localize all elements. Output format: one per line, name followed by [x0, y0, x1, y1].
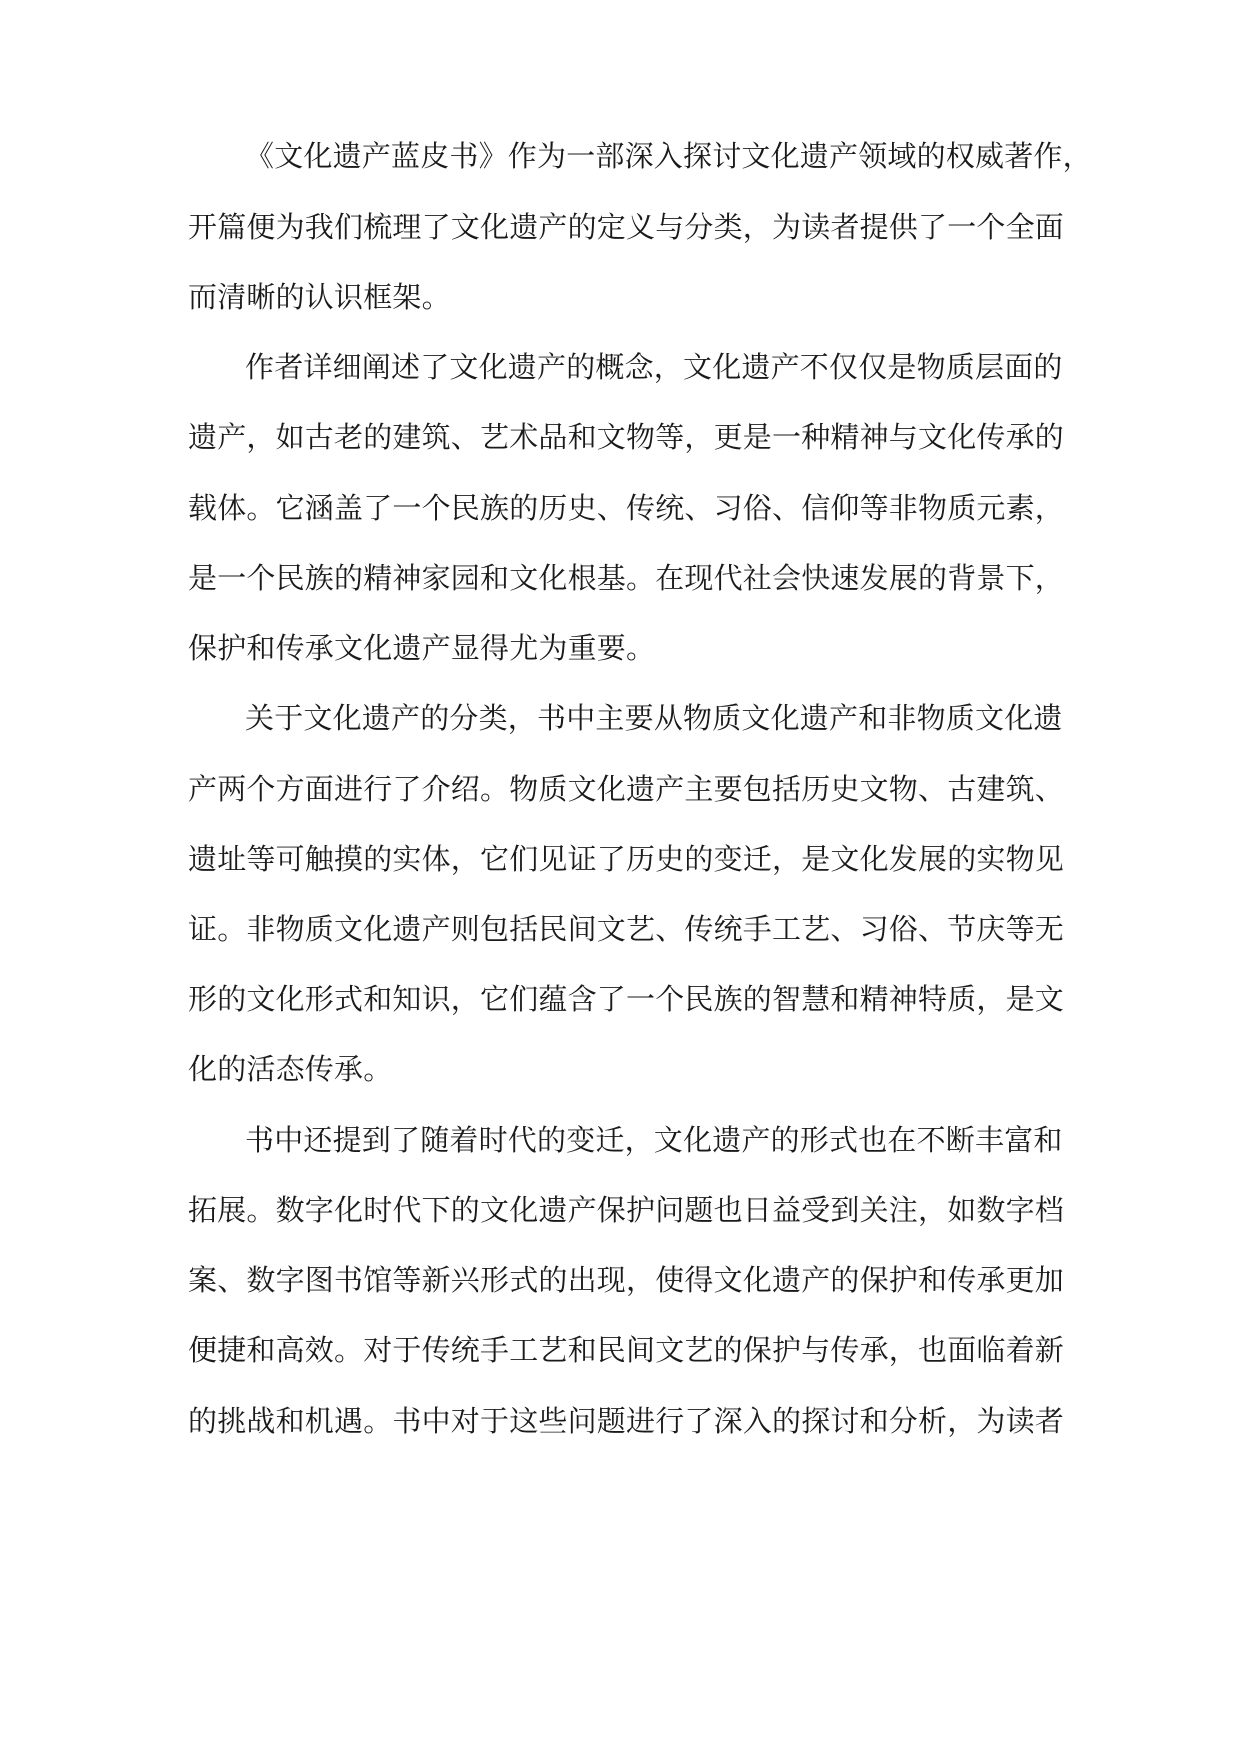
paragraph-line: 遗产，如古老的建筑、艺术品和文物等，更是一种精神与文化传承的 — [188, 420, 1065, 454]
paragraph-line: 便捷和高效。对于传统手工艺和民间文艺的保护与传承，也面临着新 — [188, 1333, 1065, 1367]
paragraph-line: 形的文化形式和知识，它们蕴含了一个民族的智慧和精神特质，是文 — [188, 982, 1065, 1016]
paragraph-line: 作者详细阐述了文化遗产的概念，文化遗产不仅仅是物质层面的 — [245, 350, 1063, 384]
paragraph-line: 产两个方面进行了介绍。物质文化遗产主要包括历史文物、古建筑、 — [188, 772, 1065, 806]
paragraph-line: 保护和传承文化遗产显得尤为重要。 — [188, 631, 656, 665]
paragraph-line: 是一个民族的精神家园和文化根基。在现代社会快速发展的背景下， — [188, 561, 1065, 595]
paragraph-line: 开篇便为我们梳理了文化遗产的定义与分类，为读者提供了一个全面 — [188, 210, 1065, 244]
paragraph-line: 证。非物质文化遗产则包括民间文艺、传统手工艺、习俗、节庆等无 — [188, 912, 1065, 946]
paragraph-line: 案、数字图书馆等新兴形式的出现，使得文化遗产的保护和传承更加 — [188, 1263, 1065, 1297]
paragraph-line: 遗址等可触摸的实体，它们见证了历史的变迁，是文化发展的实物见 — [188, 842, 1065, 876]
paragraph-line: 拓展。数字化时代下的文化遗产保护问题也日益受到关注，如数字档 — [188, 1193, 1065, 1227]
paragraph-line: 而清晰的认识框架。 — [188, 280, 451, 314]
paragraph-line: 关于文化遗产的分类，书中主要从物质文化遗产和非物质文化遗 — [245, 701, 1063, 735]
paragraph-line: 《文化遗产蓝皮书》作为一部深入探讨文化遗产领域的权威著作， — [245, 139, 1092, 173]
paragraph-line: 书中还提到了随着时代的变迁，文化遗产的形式也在不断丰富和 — [245, 1123, 1063, 1157]
paragraph-line: 化的活态传承。 — [188, 1052, 393, 1086]
paragraph-line: 载体。它涵盖了一个民族的历史、传统、习俗、信仰等非物质元素， — [188, 491, 1065, 525]
paragraph-line: 的挑战和机遇。书中对于这些问题进行了深入的探讨和分析，为读者 — [188, 1404, 1065, 1438]
